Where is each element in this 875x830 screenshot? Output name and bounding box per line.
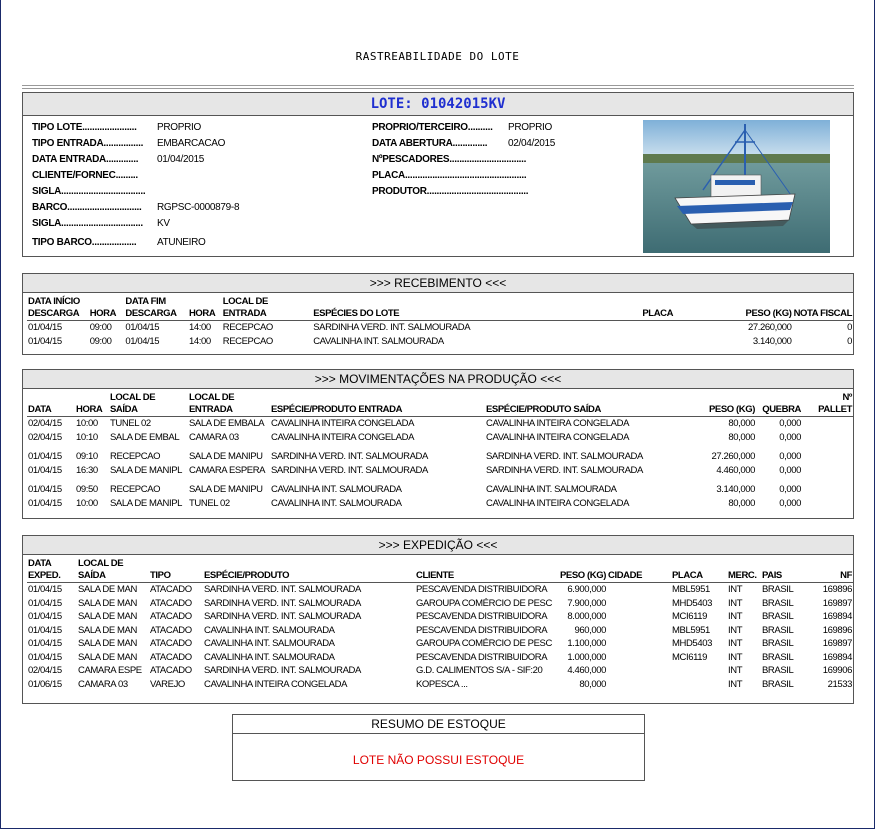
table-cell: CAVALINHA INTEIRA CONGELADA [271, 431, 414, 443]
table-cell: 01/04/15 [28, 624, 62, 636]
table-cell: 0,000 [779, 464, 801, 476]
table-cell: CAMARA ESPERA [189, 464, 266, 476]
table-cell [802, 483, 853, 497]
table-cell: ATACADO [150, 638, 192, 649]
column-header: NOTA FISCAL [793, 308, 852, 319]
table-cell: 80,000 [728, 418, 755, 429]
table-cell [802, 497, 853, 511]
table-cell: RECEPCAO [222, 322, 273, 333]
table-cell: BRASIL [762, 638, 794, 649]
table-row [27, 417, 853, 431]
table-cell: ATACADO [150, 584, 192, 595]
column-header-top: Nº [842, 392, 852, 403]
column-header: PLACA [671, 570, 727, 583]
table-cell: 14:00 [188, 322, 211, 333]
column-header-top [607, 558, 671, 570]
column-header: PALLET [802, 404, 853, 417]
column-header-top [555, 558, 607, 570]
table-cell: BRASIL [762, 665, 794, 676]
table-cell: 960,000 [574, 624, 606, 636]
table-cell: BRASIL [762, 584, 794, 595]
expedicao-panel [22, 535, 854, 704]
table-cell: SALA DE MANIPU [189, 484, 263, 495]
table-row [27, 610, 853, 624]
table-row [27, 321, 853, 335]
table-cell: SALA DE MAN [78, 584, 137, 595]
table-cell: 01/04/15 [28, 597, 62, 609]
table-cell: 10:00 [76, 418, 98, 429]
table-row [27, 597, 853, 611]
table-cell: 6.900,000 [567, 584, 606, 595]
recebimento-heading: >>> RECEBIMENTO <<< [23, 274, 853, 293]
table-cell: CAMARA ESPE [78, 665, 142, 676]
table-cell: INT [728, 638, 743, 649]
lote-field-value: KV [157, 218, 170, 229]
column-header: NF [817, 570, 853, 583]
table-cell: CAMARA 03 [78, 678, 128, 690]
table-cell: 169906 [822, 665, 852, 676]
column-header-top [75, 392, 109, 404]
table-cell: 09:50 [76, 484, 98, 495]
table-header-row [27, 558, 853, 570]
column-header: ENTRADA [188, 404, 270, 417]
fishing-boat-photo [643, 120, 830, 253]
column-header-top [756, 392, 802, 404]
table-cell: 10:00 [76, 497, 98, 509]
column-header: PESO (KG) [697, 404, 756, 417]
table-header-row [27, 404, 853, 417]
table-cell: MCI6119 [672, 611, 708, 622]
table-cell: 09:00 [89, 335, 112, 347]
column-header: SAÍDA [109, 404, 188, 417]
lote-heading: LOTE: 01042015KV [23, 93, 853, 116]
table-cell: CAVALINHA INT. SALMOURADA [204, 624, 335, 636]
lote-field-value: RGPSC-0000879-8 [157, 202, 240, 213]
table-cell [671, 678, 727, 692]
table-cell: PESCAVENDA DISTRIBUIDORA [416, 611, 548, 622]
lote-field-value: 02/04/2015 [508, 138, 556, 149]
table-cell: CAVALINHA INTEIRA CONGELADA [486, 418, 629, 429]
table-cell: 01/04/15 [28, 584, 62, 595]
table-cell: 7.900,000 [567, 597, 606, 609]
column-header-top [727, 558, 761, 570]
table-cell: 01/04/15 [125, 335, 160, 347]
lote-field-label: SIGLA................................. [32, 218, 143, 229]
document-title: RASTREABILIDADE DO LOTE [355, 50, 520, 63]
table-cell: 80,000 [728, 497, 755, 509]
table-cell: SARDINHA VERD. INT. SALMOURADA [271, 451, 428, 462]
table-cell: INT [728, 597, 743, 609]
table-cell: SARDINHA VERD. INT. SALMOURADA [204, 611, 361, 622]
table-cell: SALA DE MAN [78, 638, 137, 649]
table-cell: BRASIL [762, 651, 794, 663]
table-cell: 0,000 [779, 431, 801, 443]
table-cell: VAREJO [150, 678, 185, 690]
table-cell: SALA DE MANIPU [189, 451, 263, 462]
table-cell: ATACADO [150, 665, 192, 676]
table-cell: PESCAVENDA DISTRIBUIDORA [416, 651, 548, 663]
table-cell [607, 624, 671, 638]
column-header-top: LOCAL DE [222, 296, 268, 307]
column-header: ESPÉCIE/PRODUTO SAÍDA [485, 404, 697, 417]
table-row [27, 678, 853, 692]
column-header: QUEBRA [756, 404, 802, 417]
lote-field-value: 01/04/2015 [157, 154, 205, 165]
lote-field-label: PROPRIO/TERCEIRO.......... [372, 122, 493, 133]
table-cell: 1.100,000 [567, 638, 606, 649]
table-header-row [27, 570, 853, 583]
column-header-top: LOCAL DE [78, 558, 124, 569]
column-header-top: LOCAL DE [189, 392, 235, 403]
table-cell: PESCAVENDA DISTRIBUIDORA [416, 624, 548, 636]
column-header: HORA [75, 404, 109, 417]
column-header: ESPÉCIES DO LOTE [312, 308, 641, 321]
table-cell: 01/04/15 [28, 497, 62, 509]
table-cell: 0,000 [779, 497, 801, 509]
table-cell: RECEPCAO [110, 451, 161, 462]
table-cell [607, 637, 671, 651]
table-cell [802, 431, 853, 445]
table-cell [802, 464, 853, 478]
table-cell: ATACADO [150, 597, 192, 609]
table-cell: 02/04/15 [28, 431, 62, 443]
table-cell: CAVALINHA INT. SALMOURADA [313, 335, 444, 347]
movimentacoes-panel [22, 369, 854, 519]
table-cell: CAVALINHA INT. SALMOURADA [271, 484, 402, 495]
table-cell: CAVALINHA INT. SALMOURADA [486, 484, 617, 495]
table-row [27, 651, 853, 665]
table-cell: 01/06/15 [28, 678, 62, 690]
table-cell: ATACADO [150, 651, 192, 663]
column-header-top [720, 296, 793, 308]
column-header: MERC. [727, 570, 761, 583]
table-cell [607, 651, 671, 665]
recebimento-table [27, 296, 853, 348]
table-cell: 16:30 [76, 464, 98, 476]
table-row [27, 431, 853, 445]
table-cell: SALA DE MANIPL [110, 497, 183, 509]
column-header-top [485, 392, 697, 404]
column-header-top [817, 558, 853, 570]
table-cell: 4.460,000 [716, 464, 755, 476]
table-cell: 01/04/15 [28, 464, 62, 476]
table-cell: 14:00 [188, 335, 211, 347]
table-cell: CAVALINHA INTEIRA CONGELADA [486, 497, 629, 509]
column-header-top: LOCAL DE [110, 392, 156, 403]
lote-field-label: SIGLA.................................. [32, 186, 146, 197]
table-cell: KOPESCA ... [416, 678, 468, 690]
table-row [27, 464, 853, 478]
column-header: DESCARGA [124, 308, 188, 321]
table-cell: MHD5403 [672, 638, 712, 649]
expedicao-heading: >>> EXPEDIÇÃO <<< [23, 536, 853, 555]
column-header-top [312, 296, 641, 308]
table-cell: 0 [847, 322, 852, 333]
table-cell: CAVALINHA INTEIRA CONGELADA [204, 678, 347, 690]
table-cell: 10:10 [76, 431, 98, 443]
table-cell: GAROUPA COMÉRCIO DE PESC [416, 597, 552, 609]
lote-field-value: PROPRIO [508, 122, 553, 133]
table-cell: 02/04/15 [28, 665, 62, 676]
table-row [27, 497, 853, 511]
table-cell: 01/04/15 [28, 638, 62, 649]
table-cell: 0,000 [779, 484, 801, 495]
table-cell: TUNEL 02 [189, 497, 230, 509]
table-cell: SALA DE MANIPL [110, 464, 183, 476]
table-cell [641, 321, 719, 335]
column-header-top [89, 296, 125, 308]
column-header: PLACA [641, 308, 719, 321]
table-cell: 01/04/15 [28, 322, 62, 333]
table-row [27, 335, 853, 349]
lote-field-label: TIPO ENTRADA................ [32, 138, 144, 149]
table-cell: RECEPCAO [110, 484, 161, 495]
table-cell: INT [728, 665, 743, 676]
table-cell: INT [728, 624, 743, 636]
table-cell: ATACADO [150, 624, 192, 636]
table-cell: 21533 [827, 678, 852, 690]
table-cell: 0 [847, 335, 852, 347]
table-cell: GAROUPA COMÉRCIO DE PESC [416, 638, 552, 649]
table-cell: BRASIL [762, 624, 794, 636]
table-header-row [27, 308, 853, 321]
column-header: ESPÉCIE/PRODUTO [203, 570, 415, 583]
lote-panel [22, 92, 854, 257]
table-cell: 27.260,000 [748, 322, 792, 333]
table-cell [802, 417, 853, 431]
table-cell: 0,000 [779, 418, 801, 429]
table-cell: CAVALINHA INTEIRA CONGELADA [486, 431, 629, 443]
table-cell: SALA DE EMBAL [110, 431, 180, 443]
table-cell: INT [728, 584, 743, 595]
table-cell: 169896 [822, 624, 852, 636]
table-cell: SARDINHA VERD. INT. SALMOURADA [204, 665, 361, 676]
column-header: TIPO [149, 570, 203, 583]
lote-field-value: ATUNEIRO [157, 237, 206, 248]
table-cell: RECEPCAO [222, 335, 273, 347]
table-cell: 09:00 [89, 322, 112, 333]
table-cell: 3.140,000 [752, 335, 792, 347]
column-header-top [793, 296, 853, 308]
table-cell: 169896 [822, 584, 852, 595]
table-cell [641, 335, 719, 349]
movimentacoes-heading: >>> MOVIMENTAÇÕES NA PRODUÇÃO <<< [23, 370, 853, 389]
table-cell: G.D. CALIMENTOS S/A - SIF:20 [416, 665, 543, 676]
table-header-row [27, 392, 853, 404]
table-cell: INT [728, 651, 743, 663]
column-header-top [149, 558, 203, 570]
column-header: CIDADE [607, 570, 671, 583]
table-cell: 1.000,000 [567, 651, 606, 663]
lote-field-label: NºPESCADORES............................... [372, 154, 527, 165]
column-header-top [203, 558, 415, 570]
column-header: EXPED. [27, 570, 77, 583]
table-cell: 27.260,000 [711, 451, 755, 462]
column-header-top [188, 296, 222, 308]
lote-field-label: TIPO LOTE...................... [32, 122, 137, 133]
resumo-heading: RESUMO DE ESTOQUE [233, 715, 644, 734]
table-cell [671, 664, 727, 678]
expedicao-table [27, 558, 853, 691]
lote-field-label: PRODUTOR......................................... [372, 186, 529, 197]
table-cell: 01/04/15 [28, 484, 62, 495]
column-header-top: DATA [28, 558, 52, 569]
table-cell [607, 664, 671, 678]
column-header: ENTRADA [222, 308, 312, 321]
table-cell: CAVALINHA INTEIRA CONGELADA [271, 418, 414, 429]
table-cell: MHD5403 [672, 597, 712, 609]
table-cell: MBL5951 [672, 624, 710, 636]
table-cell: SALA DE EMBALA [189, 418, 265, 429]
table-cell: 8.000,000 [567, 611, 606, 622]
column-header: SAÍDA [77, 570, 149, 583]
column-header: PESO (KG) [720, 308, 793, 321]
lote-field-label: DATA ABERTURA.............. [372, 138, 488, 149]
divider [22, 88, 854, 89]
table-cell: 80,000 [579, 678, 606, 690]
table-row [27, 583, 853, 597]
lote-field-label: BARCO.............................. [32, 202, 142, 213]
table-cell: SARDINHA VERD. INT. SALMOURADA [486, 451, 643, 462]
table-row [27, 637, 853, 651]
table-cell: 01/04/15 [125, 322, 160, 333]
table-cell: 4.460,000 [567, 665, 606, 676]
table-cell: CAVALINHA INT. SALMOURADA [271, 497, 402, 509]
table-cell: 01/04/15 [28, 651, 62, 663]
column-header-top: DATA INÍCIO [28, 296, 80, 307]
table-cell: MCI6119 [672, 651, 708, 663]
lote-field-value: EMBARCACAO [157, 138, 226, 149]
column-header-top [671, 558, 727, 570]
divider [22, 85, 854, 86]
table-cell: BRASIL [762, 597, 794, 609]
table-row [27, 450, 853, 464]
movimentacoes-table [27, 392, 853, 510]
table-cell: 01/04/15 [28, 451, 62, 462]
lote-field-label: DATA ENTRADA............. [32, 154, 139, 165]
column-header: ESPÉCIE/PRODUTO ENTRADA [270, 404, 485, 417]
column-header: DESCARGA [27, 308, 89, 321]
table-cell: 01/04/15 [28, 335, 62, 347]
table-cell [607, 583, 671, 597]
recebimento-panel [22, 273, 854, 355]
table-cell: 01/04/15 [28, 611, 62, 622]
table-cell: 80,000 [728, 431, 755, 443]
table-cell: 169897 [822, 638, 852, 649]
table-cell: CAVALINHA INT. SALMOURADA [204, 651, 335, 663]
column-header: HORA [188, 308, 222, 321]
column-header: PESO (KG) [555, 570, 607, 583]
table-cell: 09:10 [76, 451, 98, 462]
table-cell: CAVALINHA INT. SALMOURADA [204, 638, 335, 649]
lote-field-label: CLIENTE/FORNEC......... [32, 170, 138, 181]
table-cell: TUNEL 02 [110, 418, 151, 429]
table-cell: 169897 [822, 597, 852, 609]
stock-status-message: LOTE NÃO POSSUI ESTOQUE [352, 753, 525, 767]
table-cell: 0,000 [779, 451, 801, 462]
column-header-top: DATA FIM [125, 296, 166, 307]
table-cell: SARDINHA VERD. INT. SALMOURADA [486, 464, 643, 476]
column-header-top [761, 558, 817, 570]
table-cell: SALA DE MAN [78, 597, 137, 609]
table-cell [607, 610, 671, 624]
table-cell: BRASIL [762, 678, 794, 690]
table-cell: SARDINHA VERD. INT. SALMOURADA [204, 597, 361, 609]
column-header-top [697, 392, 756, 404]
table-cell: INT [728, 678, 743, 690]
table-cell: 3.140,000 [716, 484, 755, 495]
table-cell: 169894 [822, 651, 852, 663]
table-cell: PESCAVENDA DISTRIBUIDORA [416, 584, 548, 595]
column-header: DATA [27, 404, 75, 417]
column-header-top [415, 558, 555, 570]
table-row [27, 483, 853, 497]
lote-field-label: PLACA................................................. [372, 170, 527, 181]
table-cell: SARDINHA VERD. INT. SALMOURADA [204, 584, 361, 595]
column-header: CLIENTE [415, 570, 555, 583]
lote-field-value: PROPRIO [157, 122, 202, 133]
table-cell: SALA DE MAN [78, 611, 137, 622]
column-header-top [27, 392, 75, 404]
table-cell [607, 597, 671, 611]
column-header-top [270, 392, 485, 404]
table-cell: SARDINHA VERD. INT. SALMOURADA [313, 322, 471, 333]
table-cell: SALA DE MAN [78, 624, 137, 636]
table-row [27, 664, 853, 678]
column-header: PAIS [761, 570, 817, 583]
table-cell: INT [728, 611, 743, 622]
resumo-panel [232, 714, 645, 781]
table-cell: BRASIL [762, 611, 794, 622]
column-header-top [641, 296, 719, 308]
table-cell [607, 678, 671, 692]
column-header: HORA [89, 308, 125, 321]
table-cell: 02/04/15 [28, 418, 62, 429]
table-header-row [27, 296, 853, 308]
lote-field-label: TIPO BARCO.................. [32, 237, 137, 248]
table-cell: ATACADO [150, 611, 192, 622]
table-cell: 169894 [822, 611, 852, 622]
table-cell: SARDINHA VERD. INT. SALMOURADA [271, 464, 428, 476]
table-row [27, 624, 853, 638]
table-cell [802, 450, 853, 464]
table-cell: SALA DE MAN [78, 651, 137, 663]
table-cell: MBL5951 [672, 584, 710, 595]
table-cell: CAMARA 03 [189, 431, 239, 443]
